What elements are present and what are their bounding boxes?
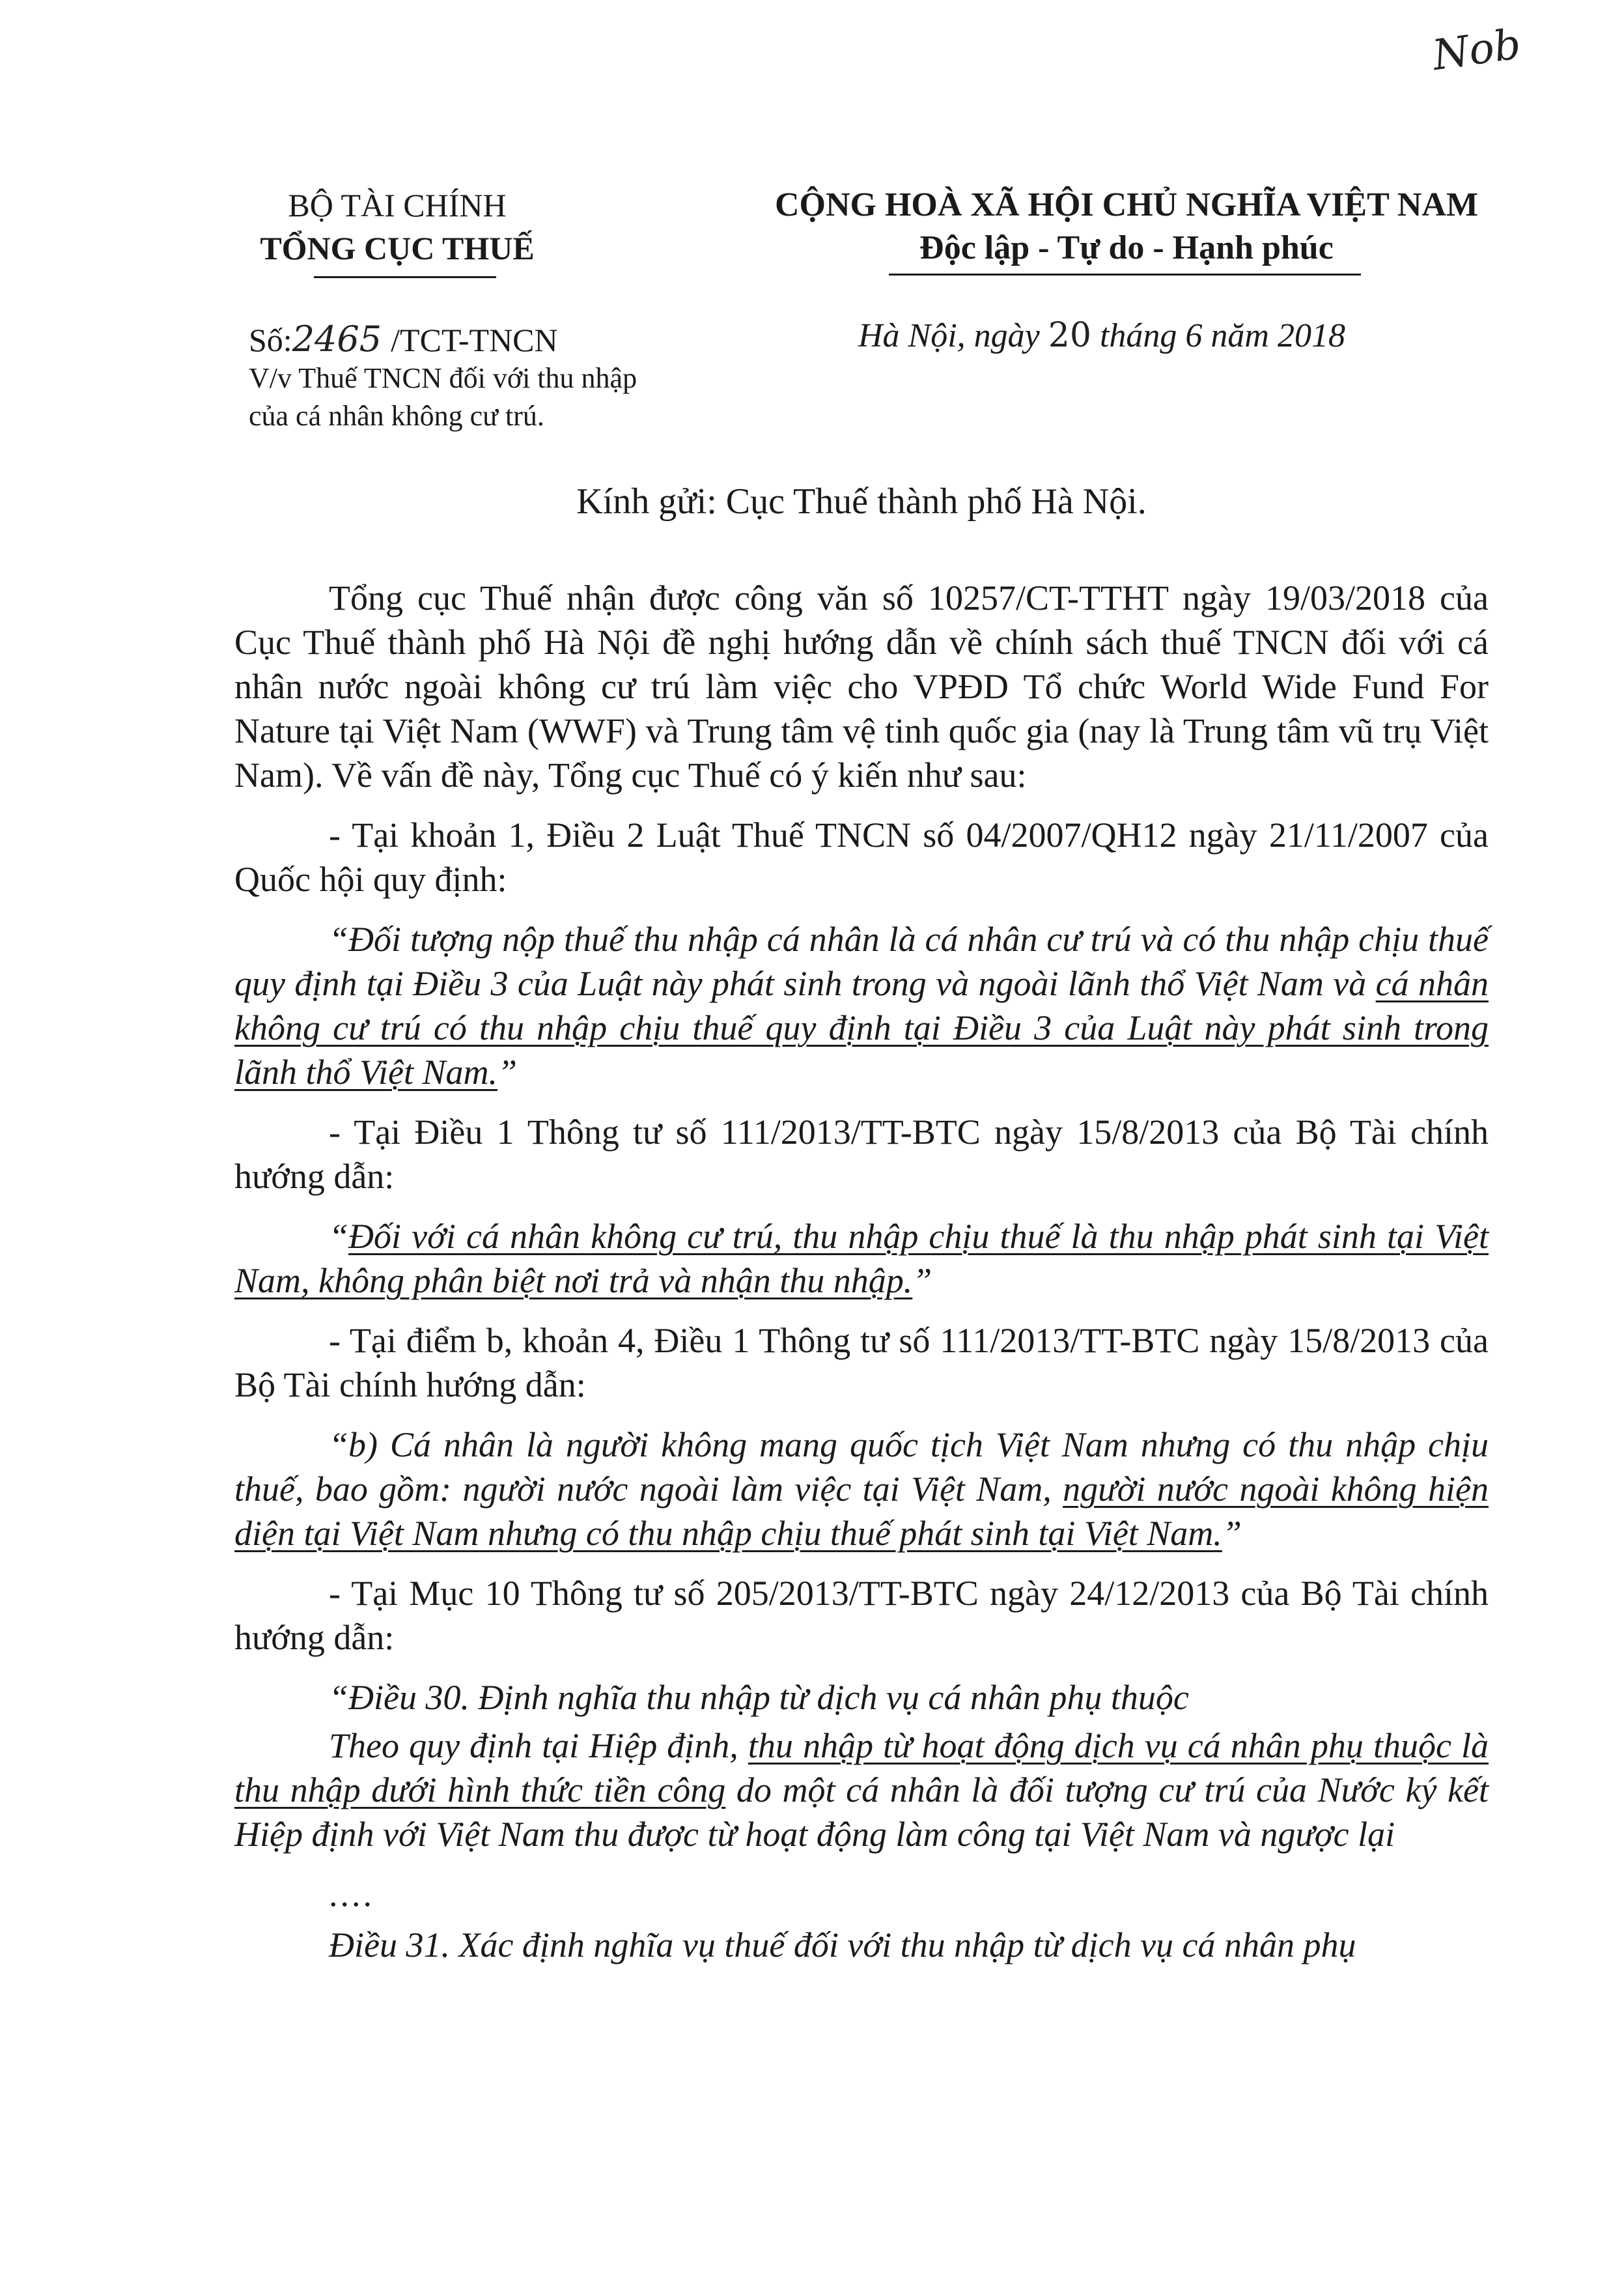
country-name: CỘNG HOÀ XÃ HỘI CHỦ NGHĨA VIỆT NAM (774, 186, 1479, 223)
handwritten-day: 20 (1048, 316, 1091, 355)
paragraph-law-reference: - Tại khoản 1, Điều 2 Luật Thuế TNCN số 04/2007/QH12 ngày 21/11/2007 của Quốc hội quy định: (234, 815, 1489, 899)
recipient: Kính gửi: Cục Thuế thành phố Hà Nội. (576, 481, 1147, 522)
ellipsis: .... (329, 1875, 374, 1914)
quote-point-b-text: “b) Cá nhân là người không mang quốc tịch Việt Nam nhưng có thu nhập chịu thuế, bao gồm: người nước ngoài làm việc tại Việt Nam, (234, 1425, 1489, 1509)
quote-article-30-underlined: thu nhập từ hoạt động dịch vụ cá nhân phụ thuộc là thu nhập dưới hình thức tiền công (234, 1726, 1489, 1809)
quote-circular-111-underlined: Đối với cá nhân không cư trú, thu nhập chịu thuế là thu nhập phát sinh tại Việt Nam, không phân biệt nơi trả và nhận thu nhập. (234, 1217, 1489, 1300)
quote-article-30-body (234, 1723, 1489, 1856)
date-suffix: tháng 6 năm 2018 (1099, 317, 1345, 354)
ministry-name: BỘ TÀI CHÍNH (288, 187, 507, 223)
left-header-rule (314, 276, 496, 278)
quote-circular-111 (234, 1214, 1489, 1303)
paragraph-circular-111-article-1: - Tại Điều 1 Thông tư số 111/2013/TT-BTC ngày 15/8/2013 của Bộ Tài chính hướng dẫn: (234, 1113, 1489, 1196)
quote-article-30-title: “Điều 30. Định nghĩa thu nhập từ dịch vụ cá nhân phụ thuộc (329, 1678, 1189, 1717)
quote-point-b-close: ” (1222, 1514, 1242, 1553)
quote-circular-111-open: “ (329, 1217, 349, 1256)
paragraph-circular-205: - Tại Mục 10 Thông tư số 205/2013/TT-BTC ngày 24/12/2013 của Bộ Tài chính hướng dẫn: (234, 1574, 1489, 1657)
quote-point-b (234, 1423, 1489, 1555)
quote-point-b-underlined: người nước ngoài không hiện diện tại Việt Nam nhưng có thu nhập chịu thuế phát sinh tại Việt Nam. (234, 1469, 1489, 1553)
number-suffix: /TCT-TNCN (391, 322, 558, 358)
date-prefix: Hà Nội, ngày (858, 317, 1040, 354)
number-label: Số: (249, 322, 292, 358)
paragraph-intro: Tổng cục Thuế nhận được công văn số 10257/CT-TTHT ngày 19/03/2018 của Cục Thuế thành phố Hà Nội đề nghị hướng dẫn về chính sách thuế TNCN đối với cá nhân nước ngoài không cư trú làm việc cho VPĐD Tổ chức World Wide Fund For Nature tại Việt Nam (WWF) và Trung tâm vệ tinh quốc gia (nay là Trung tâm vũ trụ Việt Nam). Về vấn đề này, Tổng cục Thuế có ý kiến như sau: (234, 578, 1489, 795)
subject-line-1: V/v Thuế TNCN đối với thu nhập (249, 362, 637, 394)
quote-law-close: ” (497, 1053, 518, 1092)
quote-law-text: “Đối tượng nộp thuế thu nhập cá nhân là cá nhân cư trú và có thu nhập chịu thuế quy định tại Điều 3 của Luật này phát sinh trong và ngoài lãnh thổ Việt Nam và (234, 920, 1489, 1003)
document-number (249, 318, 558, 362)
subject-line-2: của cá nhân không cư trú. (249, 400, 544, 432)
document-subject (249, 360, 637, 435)
quote-article-30-text-1: Theo quy định tại Hiệp định, (329, 1726, 748, 1765)
quote-article-31-title: Điều 31. Xác định nghĩa vụ thuế đối với thu nhập từ dịch vụ cá nhân phụ (329, 1925, 1356, 1964)
letter-body (234, 576, 1489, 1983)
quote-article-30-text-2: do một cá nhân là đối tượng cư trú của Nước ký kết Hiệp định với Việt Nam thu được từ hoạt động làm công tại Việt Nam và ngược lại (234, 1770, 1489, 1854)
corner-handwritten-note: Nob (1429, 20, 1524, 81)
handwritten-number: 2465 (292, 319, 382, 360)
paragraph-circular-111-point-b: - Tại điểm b, khoản 4, Điều 1 Thông tư số 111/2013/TT-BTC ngày 15/8/2013 của Bộ Tài chính hướng dẫn: (234, 1321, 1489, 1404)
motto-rule (889, 274, 1361, 276)
quote-circular-111-close: ” (912, 1261, 932, 1300)
quote-law-underlined: cá nhân không cư trú có thu nhập chịu thuế quy định tại Điều 3 của Luật này phát sinh trong lãnh thổ Việt Nam. (234, 964, 1489, 1092)
department-name: TỔNG CỤC THUẾ (260, 230, 535, 266)
left-header (215, 184, 580, 270)
motto: Độc lập - Tự do - Hạnh phúc (919, 229, 1334, 266)
right-header (729, 184, 1524, 270)
document-date (858, 314, 1345, 358)
quote-law (234, 917, 1489, 1094)
